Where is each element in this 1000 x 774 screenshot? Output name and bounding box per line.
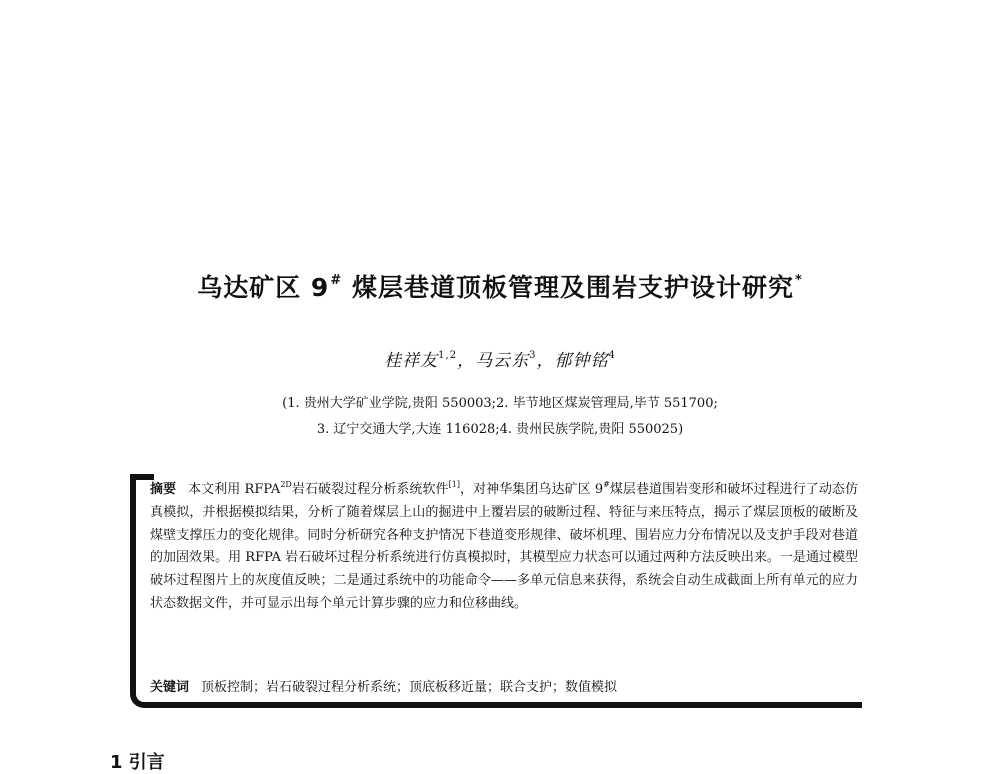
author-affil-sup: 4 xyxy=(608,350,616,361)
keywords-label: 关键词 xyxy=(150,680,190,695)
author-separator: ， xyxy=(536,351,555,371)
paper-title xyxy=(0,268,1000,304)
author-list xyxy=(0,346,1000,371)
author-name: 郁钟铭 xyxy=(554,351,609,371)
abstract xyxy=(150,474,858,616)
title-footnote-star: * xyxy=(794,273,803,288)
author-affil-sup: 3 xyxy=(529,350,537,361)
affiliation-line-2: 3. 辽宁交通大学,大连 116028;4. 贵州民族学院,贵阳 550025) xyxy=(316,422,684,437)
author-affil-sup: 1,2 xyxy=(438,350,458,361)
author-name: 桂祥友 xyxy=(384,351,439,371)
abstract-text: ，对神华集团乌达矿区 9 xyxy=(459,482,604,497)
abstract-text: 本文利用 RFPA xyxy=(188,482,281,497)
abstract-label: 摘要 xyxy=(150,482,177,497)
section-heading: 1 引言 xyxy=(110,752,165,773)
affiliation-line-1: (1. 贵州大学矿业学院,贵阳 550003;2. 毕节地区煤炭管理局,毕节 551700; xyxy=(282,396,718,411)
abstract-text: 岩石破裂过程分析系统软件 xyxy=(291,482,449,497)
abstract-sup-2d: 2D xyxy=(280,480,292,489)
keywords xyxy=(150,676,858,695)
author-name: 马云东 xyxy=(475,351,530,371)
keywords-text: 顶板控制；岩石破裂过程分析系统；顶底板移近量；联合支护；数值模拟 xyxy=(201,680,618,695)
title-hash-sup: # xyxy=(330,273,343,288)
paper-title-rest: 煤层巷道顶板管理及围岩支护设计研究 xyxy=(342,273,794,302)
paper-title-text: 乌达矿区 9 xyxy=(197,273,330,302)
author-separator: ， xyxy=(457,351,476,371)
abstract-sup-hash: # xyxy=(603,480,610,489)
abstract-citation: [1] xyxy=(448,480,460,489)
abstract-text: 煤层巷道围岩变形和破坏过程进行了动态仿真模拟，并根据模拟结果，分析了随着煤层上山的掘进中上覆岩层的破断过程、特征与来压特点，揭示了煤层顶板的破断及煤壁支撑压力的变化规律。同时分析研究各种支护情况下巷道变形规律、破坏机理、围岩应力分布情况以及支护手段对巷道的加固效果。用 RFPA 岩石破坏过程分析系统进行仿真模拟时，其模型应力状态可以通过两种方法反映出来。一是通过模型破坏过程图片上的灰度值反映；二是通过系统中的功能命令——多单元信息来获得，系统会自动生成截面上所有单元的应力状态数据文件，并可显示出每个单元计算步骤的应力和位移曲线。 xyxy=(150,482,858,611)
